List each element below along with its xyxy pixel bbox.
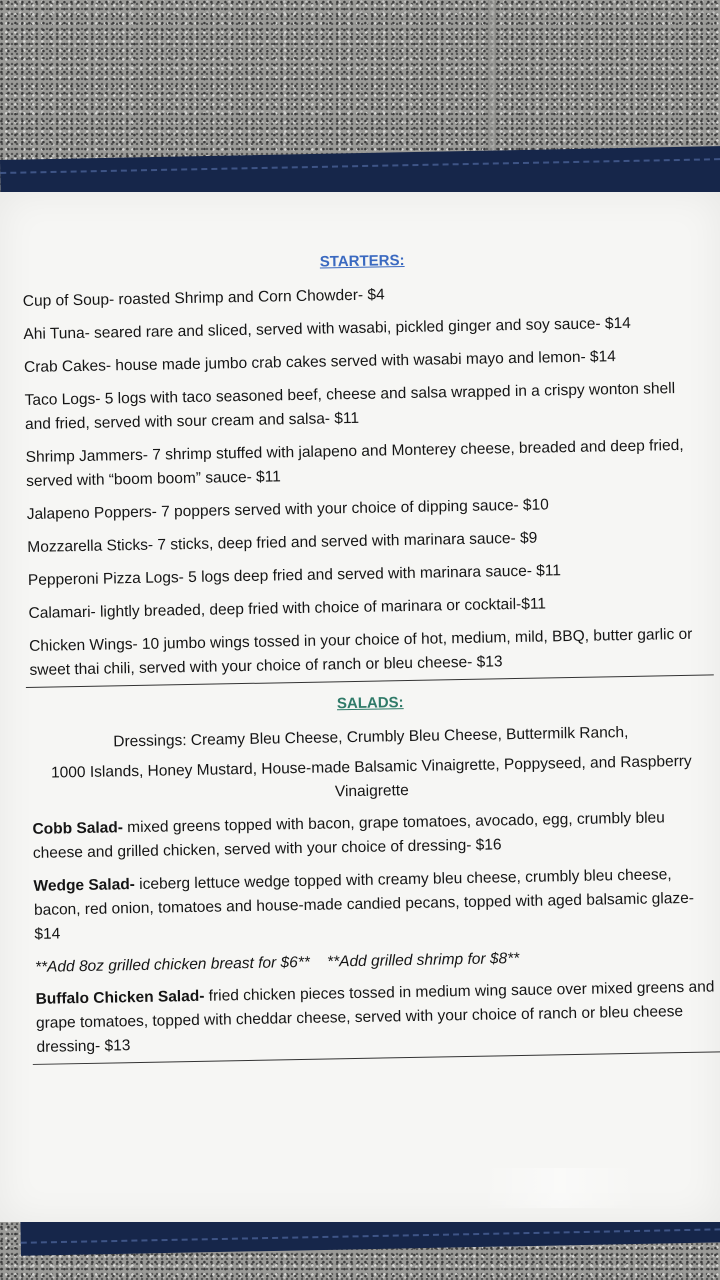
- item-description: 10 jumbo wings tossed in your choice of hot, medium, mild, BBQ, butter garlic or sweet thai chili, served with your choice of ranch or bleu cheese- $13: [29, 625, 693, 679]
- menu-item: [28, 556, 708, 592]
- item-description: 5 logs deep fried and served with marinara sauce- $11: [183, 562, 562, 587]
- dressings-line: 1000 Islands, Honey Mustard, House-made Balsamic Vinaigrette, Poppyseed, and Raspberry Vinaigrette: [50, 752, 692, 801]
- menu-item: [25, 434, 706, 494]
- board-stitch-top: [0, 158, 720, 174]
- item-name: Pepperoni Pizza Logs-: [27, 569, 185, 589]
- item-description: 7 shrimp stuffed with jalapeno and Monterey cheese, breaded and deep fried, served with “boom boom” sauce- $11: [25, 436, 684, 490]
- light-glare: [480, 1168, 640, 1208]
- menu-item: [33, 862, 714, 946]
- item-description: roasted Shrimp and Corn Chowder- $4: [114, 286, 385, 309]
- menu-item: [24, 344, 704, 380]
- menu-item: [24, 377, 705, 437]
- dressings-line: Dressings: Creamy Bleu Cheese, Crumbly Bleu Cheese, Buttermilk Ranch,: [113, 723, 629, 751]
- item-name: Chicken Wings-: [29, 635, 138, 655]
- starters-heading: STARTERS:: [319, 251, 405, 271]
- menu-item: [23, 278, 703, 314]
- salads-list: [32, 805, 716, 1059]
- menu-item: [27, 523, 707, 559]
- item-description: seared rare and sliced, served with wasabi, pickled ginger and soy sauce- $14: [89, 314, 631, 342]
- menu-item: [27, 490, 707, 526]
- item-name: Taco Logs-: [24, 390, 101, 409]
- item-description: 7 poppers served with your choice of dipping sauce- $10: [156, 496, 549, 521]
- item-name: Ahi Tuna-: [23, 324, 90, 343]
- item-description: house made jumbo crab cakes served with wasabi mayo and lemon- $14: [110, 348, 616, 375]
- item-name: Cup of Soup-: [22, 291, 115, 310]
- dressings-note: [31, 719, 712, 809]
- item-name: Cobb Salad-: [32, 819, 124, 838]
- menu-item: [29, 622, 710, 682]
- item-description: 7 sticks, deep fried and served with marinara sauce- $9: [152, 529, 538, 554]
- board-stitch-bottom: [21, 1228, 720, 1244]
- item-name: Mozzarella Sticks-: [27, 536, 154, 556]
- menu-item: [35, 975, 716, 1059]
- menu-item: [28, 589, 708, 625]
- item-name: Jalapeno Poppers-: [26, 503, 157, 523]
- item-name: Calamari-: [28, 603, 96, 622]
- starters-list: [23, 278, 710, 683]
- addon-chicken: **Add 8oz grilled chicken breast for $6**: [34, 953, 311, 976]
- item-description: 5 logs with taco seasoned beef, cheese and salsa wrapped in a crispy wonton shell and fried, served with sour cream and salsa- $11: [24, 380, 676, 433]
- item-name: Shrimp Jammers-: [25, 446, 149, 466]
- item-name: Crab Cakes-: [23, 357, 112, 376]
- item-name: Buffalo Chicken Salad-: [35, 987, 205, 1008]
- menu-item: [23, 311, 703, 347]
- item-description: fried chicken pieces tossed in medium wing sauce over mixed greens and grape tomatoes, topped with cheddar cheese, served with your choice of ranch or bleu cheese dressing- $13: [35, 978, 715, 1056]
- menu-content: [22, 244, 717, 1075]
- menu-item: [32, 805, 713, 865]
- item-description: iceberg lettuce wedge topped with creamy bleu cheese, crumbly bleu cheese, bacon, red onion, tomatoes and house-made candied pecans, topped with aged balsamic glaze- $14: [33, 866, 695, 943]
- item-description: mixed greens topped with bacon, grape tomatoes, avocado, egg, crumbly bleu cheese and grilled chicken, served with your choice of dressing- $16: [32, 809, 665, 862]
- item-name: Wedge Salad-: [33, 876, 136, 895]
- salad-addons: [35, 943, 715, 979]
- salads-heading: SALADS:: [336, 694, 404, 713]
- item-description: lightly breaded, deep fried with choice of marinara or cocktail-$11: [95, 595, 547, 621]
- addon-shrimp: **Add grilled shrimp for $8**: [326, 950, 520, 971]
